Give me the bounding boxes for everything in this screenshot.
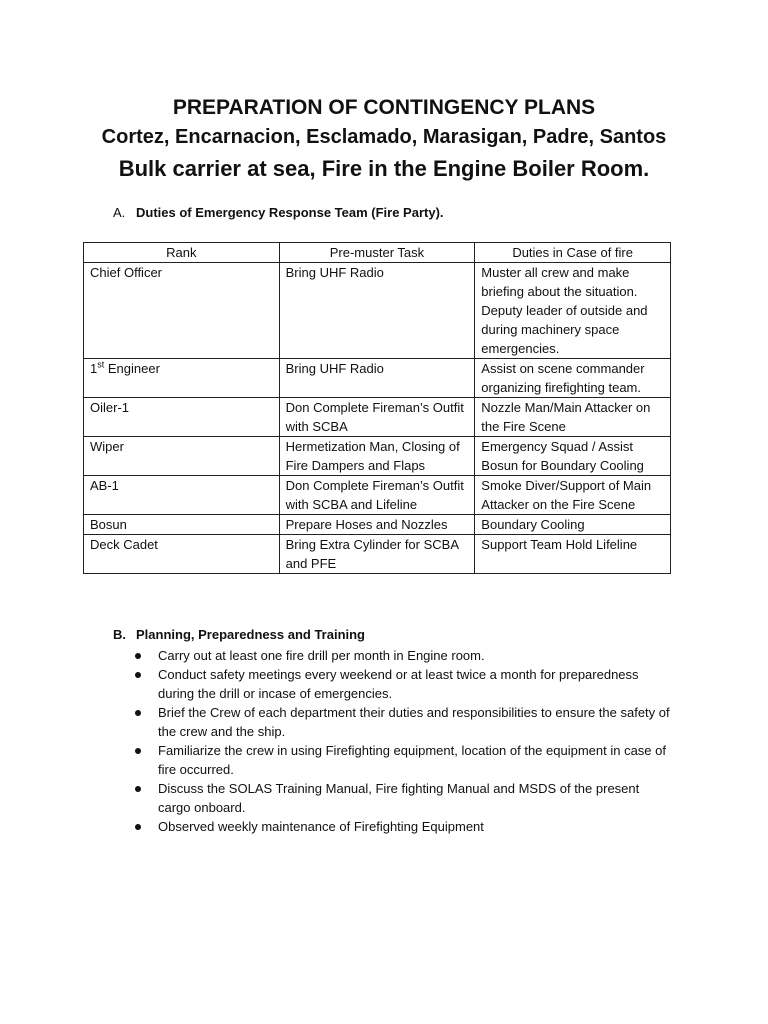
duty-cell: Assist on scene commander organizing firefighting team. bbox=[475, 359, 671, 398]
list-item-text: Carry out at least one fire drill per month in Engine room. bbox=[158, 648, 485, 663]
bullet-dot-icon bbox=[135, 672, 141, 678]
rank-cell: AB-1 bbox=[84, 476, 280, 515]
list-item-text: Observed weekly maintenance of Firefighting Equipment bbox=[158, 819, 484, 834]
table-row bbox=[84, 263, 671, 359]
list-item-text: Brief the Crew of each department their duties and responsibilities to ensure the safety of the crew and the ship. bbox=[158, 705, 670, 739]
rank-number: 1 bbox=[90, 361, 98, 376]
header-pre-muster-task: Pre-muster Task bbox=[279, 243, 475, 263]
bullet-dot-icon bbox=[135, 786, 141, 792]
task-cell: Prepare Hoses and Nozzles bbox=[279, 515, 475, 535]
section-b-title: Planning, Preparedness and Training bbox=[136, 627, 365, 642]
task-cell: Bring Extra Cylinder for SCBA and PFE bbox=[279, 535, 475, 574]
table-row bbox=[84, 437, 671, 476]
scenario-line: Bulk carrier at sea, Fire in the Engine Boiler Room. bbox=[118, 156, 650, 181]
rank-cell bbox=[84, 359, 280, 398]
rank-cell: Chief Officer bbox=[84, 263, 280, 359]
rank-title: Engineer bbox=[104, 361, 160, 376]
list-item bbox=[133, 703, 673, 741]
list-item bbox=[133, 646, 673, 665]
section-a-title: Duties of Emergency Response Team (Fire Party). bbox=[136, 205, 444, 220]
table-header-row bbox=[84, 243, 671, 263]
bullet-dot-icon bbox=[135, 824, 141, 830]
list-item bbox=[133, 741, 673, 779]
rank-cell: Oiler-1 bbox=[84, 398, 280, 437]
duty-cell: Nozzle Man/Main Attacker on the Fire Scene bbox=[475, 398, 671, 437]
training-bullet-list bbox=[133, 646, 673, 836]
duty-cell: Smoke Diver/Support of Main Attacker on the Fire Scene bbox=[475, 476, 671, 515]
section-b-letter: B. bbox=[113, 627, 126, 642]
header-rank: Rank bbox=[84, 243, 280, 263]
list-item-text: Discuss the SOLAS Training Manual, Fire fighting Manual and MSDS of the present cargo onboard. bbox=[158, 781, 640, 815]
rank-cell: Deck Cadet bbox=[84, 535, 280, 574]
table-row bbox=[84, 359, 671, 398]
section-a-heading bbox=[113, 205, 444, 220]
list-item bbox=[133, 779, 673, 817]
rank-cell: Bosun bbox=[84, 515, 280, 535]
rank-ordinal: st bbox=[97, 359, 105, 370]
bullet-dot-icon bbox=[135, 653, 141, 659]
list-item bbox=[133, 665, 673, 703]
table-row bbox=[84, 535, 671, 574]
list-item-text: Conduct safety meetings every weekend or at least twice a month for preparedness during the drill or incase of emergencies. bbox=[158, 667, 639, 701]
task-cell: Bring UHF Radio bbox=[279, 359, 475, 398]
list-item bbox=[133, 817, 673, 836]
document-title: PREPARATION OF CONTINGENCY PLANS bbox=[172, 96, 596, 119]
duty-cell: Support Team Hold Lifeline bbox=[475, 535, 671, 574]
duties-table bbox=[83, 242, 671, 574]
rank-cell: Wiper bbox=[84, 437, 280, 476]
header-duties: Duties in Case of fire bbox=[475, 243, 671, 263]
task-cell: Hermetization Man, Closing of Fire Dampers and Flaps bbox=[279, 437, 475, 476]
list-item-text: Familiarize the crew in using Firefighting equipment, location of the equipment in case of fire occurred. bbox=[158, 743, 666, 777]
duty-cell: Muster all crew and make briefing about the situation. Deputy leader of outside and during machinery space emergencies. bbox=[475, 263, 671, 359]
duty-cell: Boundary Cooling bbox=[475, 515, 671, 535]
authors-line: Cortez, Encarnacion, Esclamado, Marasigan, Padre, Santos bbox=[101, 126, 667, 148]
table-row bbox=[84, 398, 671, 437]
section-a-letter: A. bbox=[113, 205, 126, 220]
bullet-dot-icon bbox=[135, 710, 141, 716]
table-row bbox=[84, 515, 671, 535]
task-cell: Don Complete Fireman’s Outfit with SCBA and Lifeline bbox=[279, 476, 475, 515]
table-row bbox=[84, 476, 671, 515]
duty-cell: Emergency Squad / Assist Bosun for Boundary Cooling bbox=[475, 437, 671, 476]
section-b-heading bbox=[113, 627, 365, 642]
task-cell: Don Complete Fireman’s Outfit with SCBA bbox=[279, 398, 475, 437]
bullet-dot-icon bbox=[135, 748, 141, 754]
task-cell: Bring UHF Radio bbox=[279, 263, 475, 359]
